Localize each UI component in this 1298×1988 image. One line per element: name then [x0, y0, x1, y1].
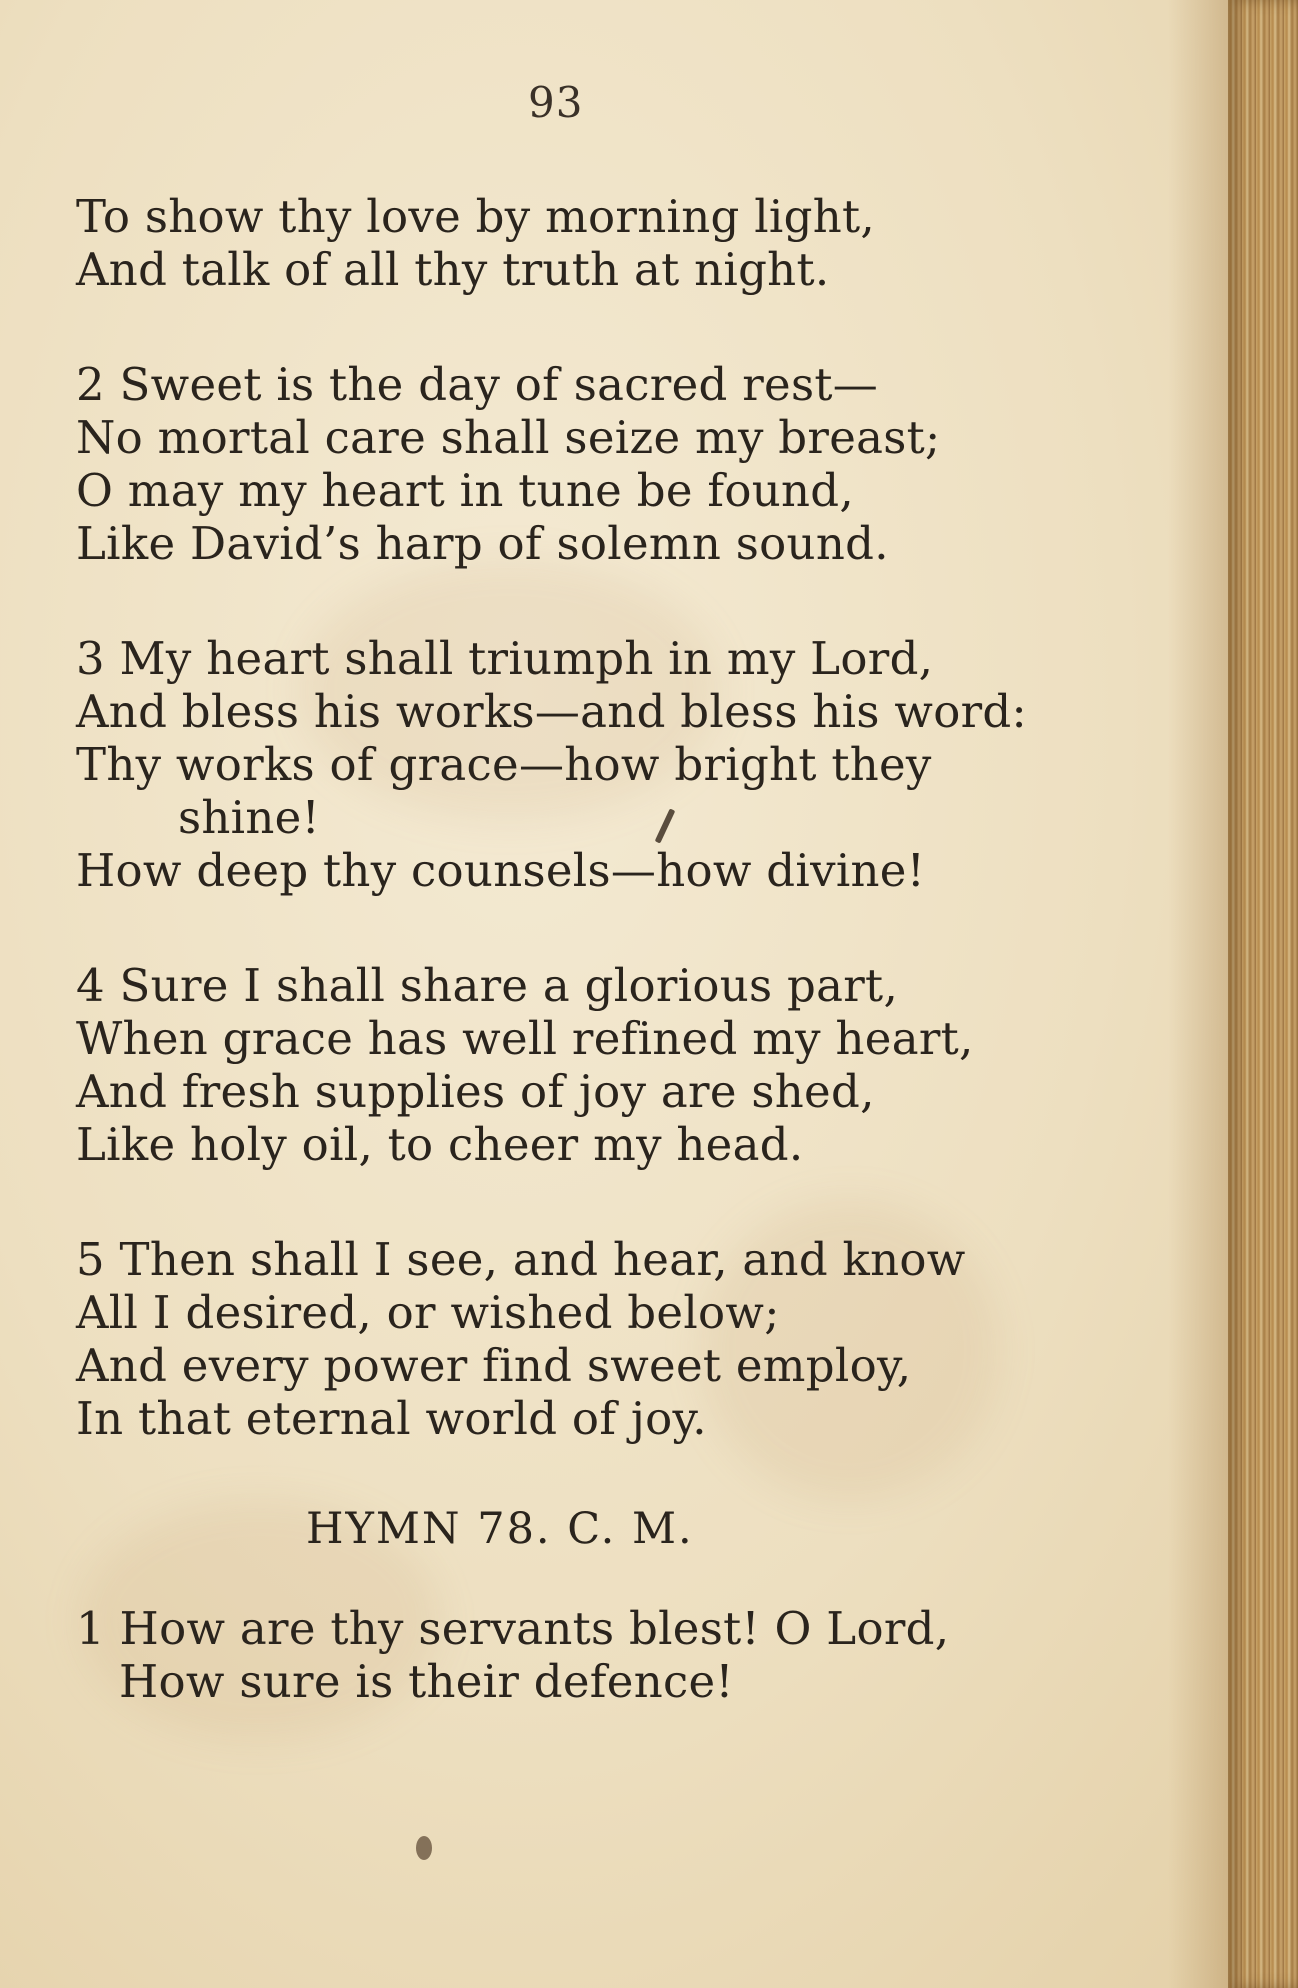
verse-line: And every power find sweet employ, — [76, 1339, 912, 1392]
verse-line: And fresh supplies of joy are shed, — [76, 1065, 875, 1118]
verse-line: O may my heart in tune be found, — [76, 464, 854, 517]
verse-line: In that eternal world of joy. — [76, 1392, 707, 1445]
book-page-edges — [1228, 0, 1298, 1988]
verse-line: 2 Sweet is the day of sacred rest— — [76, 358, 879, 411]
verse-line: 4 Sure I shall share a glorious part, — [76, 959, 899, 1012]
verse-line: 5 Then shall I see, and hear, and know — [76, 1233, 966, 1286]
hymn-title: HYMN 78. C. M. — [306, 1504, 694, 1554]
page-gutter-shadow — [1168, 0, 1228, 1988]
page-number: 93 — [528, 78, 584, 127]
hymn-text — [76, 190, 1056, 1708]
verse-line: How sure is their defence! — [119, 1655, 734, 1708]
verse-line: Like holy oil, to cheer my head. — [76, 1118, 804, 1171]
verse-line: 3 My heart shall triumph in my Lord, — [76, 632, 934, 685]
verse-line: And talk of all thy truth at night. — [76, 243, 830, 296]
verse-line: How deep thy counsels—how divine! — [76, 844, 926, 897]
verse-line: To show thy love by morning light, — [76, 190, 875, 243]
verse-line: All I desired, or wished below; — [76, 1286, 780, 1339]
verse-line-continuation: shine! — [178, 791, 320, 844]
ink-smudge — [416, 1836, 432, 1860]
verse-line: Like David’s harp of solemn sound. — [76, 517, 889, 570]
verse-line: When grace has well refined my heart, — [76, 1012, 974, 1065]
verse-line: No mortal care shall seize my breast; — [76, 411, 941, 464]
verse-line: 1 How are thy servants blest! O Lord, — [76, 1602, 950, 1655]
verse-line: And bless his works—and bless his word: — [76, 685, 1027, 738]
verse-line: Thy works of grace—how bright they — [76, 738, 932, 791]
